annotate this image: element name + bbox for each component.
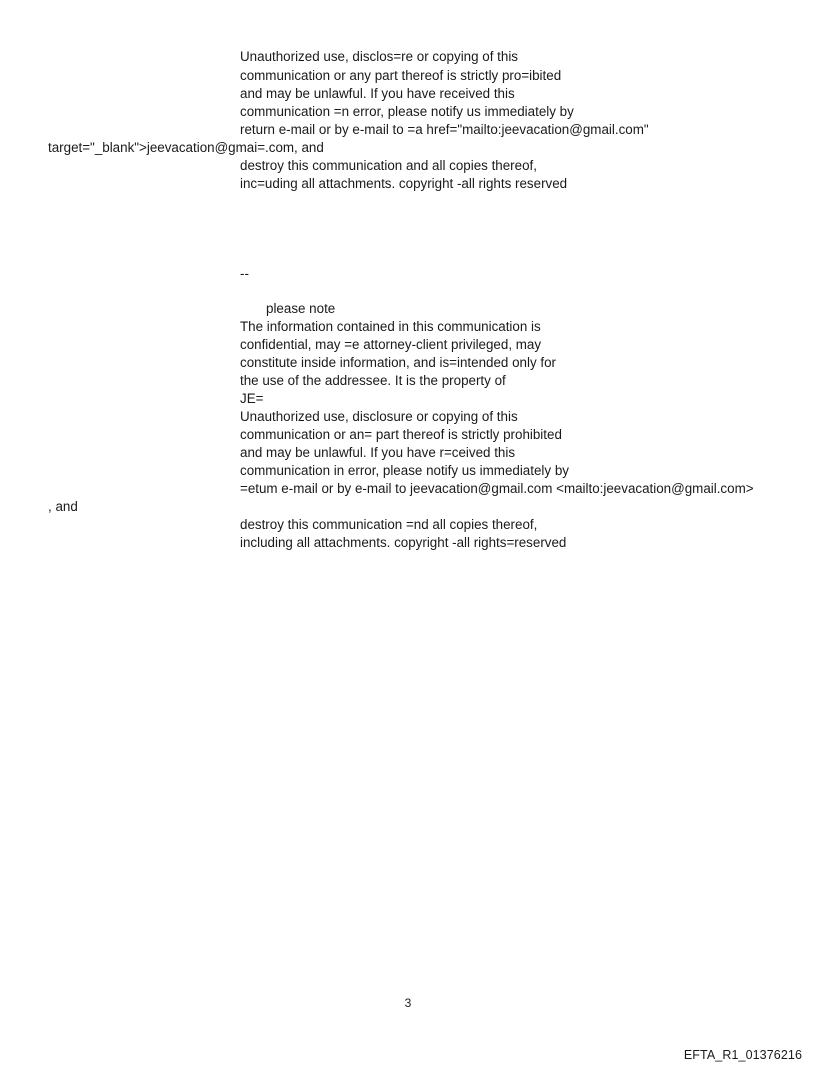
document-id: EFTA_R1_01376216 [683,1048,802,1062]
text-line: and may be unlawful. If you have received this [240,86,515,101]
signature-separator: -- [240,266,249,281]
text-line: and may be unlawful. If you have r=ceived this [240,445,516,460]
text-line: the use of the addressee. It is the property of [240,373,506,388]
text-line: Unauthorized use, disclosure or copying of this [240,409,518,424]
text-line: return e-mail or by e-mail to =a href="mailto:jeevacation@gmail.com" [240,122,649,137]
text-line: JE= [240,391,264,406]
text-line: confidential, may =e attorney-client privileged, may [240,337,542,352]
text-line: destroy this communication and all copies thereof, [240,158,537,173]
text-line: inc=uding all attachments. copyright -all rights reserved [240,176,568,191]
text-line: communication =n error, please notify us immediately by [240,104,574,119]
text-line-wrapped: , and [48,499,78,514]
text-line: communication or any part thereof is strictly pro=ibited [240,68,562,83]
text-line-wrapped: target="_blank">jeevacation@gmai=.com, and [48,140,324,155]
text-line: communication or an= part thereof is strictly prohibited [240,427,562,442]
text-line: =etum e-mail or by e-mail to jeevacation@gmail.com <mailto:jeevacation@gmail.com> [240,481,754,496]
text-line: including all attachments. copyright -all rights=reserved [240,535,567,550]
text-line: communication in error, please notify us immediately by [240,463,569,478]
note-heading: please note [266,301,336,316]
text-line: destroy this communication =nd all copies thereof, [240,517,538,532]
text-line: Unauthorized use, disclos=re or copying of this [240,49,519,64]
text-line: The information contained in this communication is [240,319,541,334]
text-line: constitute inside information, and is=intended only for [240,355,556,370]
page-number: 3 [404,996,412,1010]
